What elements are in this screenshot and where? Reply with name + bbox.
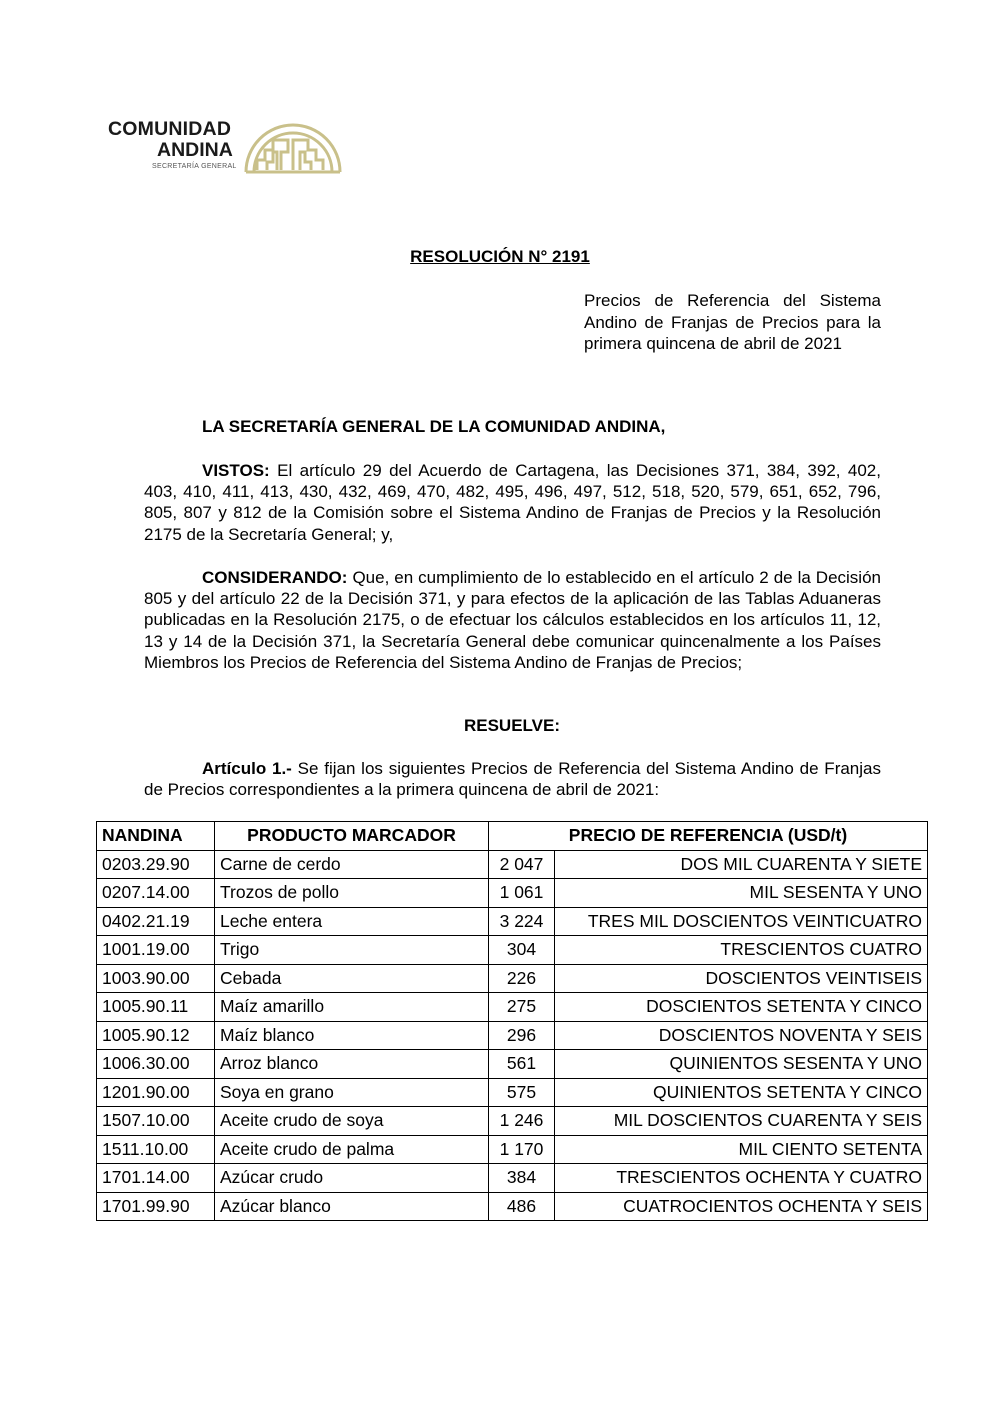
producto-cell: Aceite crudo de soya xyxy=(215,1107,489,1136)
precio-numero-cell: 486 xyxy=(489,1192,555,1221)
nandina-cell: 1005.90.11 xyxy=(97,993,215,1022)
precio-numero-cell: 561 xyxy=(489,1050,555,1079)
resolution-title: RESOLUCIÓN N° 2191 xyxy=(410,247,590,266)
considerando-text: Que, en cumplimiento de lo establecido en el artículo 2 de la Decisión 805 y del artículo 22 de la Decisión 371, y para efectos de la aplicación de las Tablas Aduaneras publicadas en la Resolución 2175, o de efectuar los cálculos establecidos en los artículos 11, 12, 13 y 14 de la Decisión 371, la Secretaría General debe comunicar quincenalmente a los Países Miembros los Precios de Referencia del Sistema Andino de Franjas de Precios; xyxy=(144,568,881,672)
nandina-cell: 1003.90.00 xyxy=(97,964,215,993)
andean-arch-logo-icon xyxy=(243,118,343,174)
precio-letras-cell: MIL SESENTA Y UNO xyxy=(555,879,928,908)
considerando-paragraph xyxy=(144,567,881,673)
producto-cell: Maíz blanco xyxy=(215,1021,489,1050)
precio-numero-cell: 384 xyxy=(489,1164,555,1193)
nandina-cell: 1701.14.00 xyxy=(97,1164,215,1193)
header-producto: PRODUCTO MARCADOR xyxy=(215,822,489,851)
precio-letras-cell: CUATROCIENTOS OCHENTA Y SEIS xyxy=(555,1192,928,1221)
nandina-cell: 0207.14.00 xyxy=(97,879,215,908)
nandina-cell: 0203.29.90 xyxy=(97,850,215,879)
table-row xyxy=(97,907,928,936)
table-row xyxy=(97,1164,928,1193)
precio-numero-cell: 304 xyxy=(489,936,555,965)
precio-letras-cell: DOSCIENTOS VEINTISEIS xyxy=(555,964,928,993)
comunidad-andina-logo xyxy=(108,118,348,178)
producto-cell: Cebada xyxy=(215,964,489,993)
precio-letras-cell: QUINIENTOS SESENTA Y UNO xyxy=(555,1050,928,1079)
precio-letras-cell: TRES MIL DOSCIENTOS VEINTICUATRO xyxy=(555,907,928,936)
vistos-paragraph xyxy=(144,460,881,545)
nandina-cell: 1005.90.12 xyxy=(97,1021,215,1050)
nandina-cell: 1511.10.00 xyxy=(97,1135,215,1164)
articulo-1-paragraph xyxy=(144,758,881,800)
issuer-heading: LA SECRETARÍA GENERAL DE LA COMUNIDAD ANDINA, xyxy=(202,417,666,436)
vistos-text: El artículo 29 del Acuerdo de Cartagena, las Decisiones 371, 384, 392, 402, 403, 410, 411, 413, 430, 432, 469, 470, 482, 495, 496, 497, 512, 518, 520, 579, 651, 652, 796, 805, 807 y 812 de la Comisión sobre el Sistema Andino de Franjas de Precios y la Resolución 2175 de la Secretaría General; y, xyxy=(144,461,881,544)
table-header-row xyxy=(97,822,928,851)
nandina-cell: 1006.30.00 xyxy=(97,1050,215,1079)
precio-numero-cell: 226 xyxy=(489,964,555,993)
producto-cell: Azúcar crudo xyxy=(215,1164,489,1193)
precio-numero-cell: 575 xyxy=(489,1078,555,1107)
producto-cell: Trozos de pollo xyxy=(215,879,489,908)
logo-text-andina: ANDINA xyxy=(157,139,233,161)
table-row xyxy=(97,1135,928,1164)
considerando-label: CONSIDERANDO: xyxy=(202,568,348,587)
precio-letras-cell: TRESCIENTOS OCHENTA Y CUATRO xyxy=(555,1164,928,1193)
precio-letras-cell: MIL DOSCIENTOS CUARENTA Y SEIS xyxy=(555,1107,928,1136)
nandina-cell: 1001.19.00 xyxy=(97,936,215,965)
precio-numero-cell: 296 xyxy=(489,1021,555,1050)
producto-cell: Leche entera xyxy=(215,907,489,936)
resolution-subject: Precios de Referencia del Sistema Andino de Franjas de Precios para la primera quincena de abril de 2021 xyxy=(584,291,881,353)
nandina-cell: 1201.90.00 xyxy=(97,1078,215,1107)
table-row xyxy=(97,850,928,879)
precio-letras-cell: DOSCIENTOS NOVENTA Y SEIS xyxy=(555,1021,928,1050)
producto-cell: Carne de cerdo xyxy=(215,850,489,879)
producto-cell: Soya en grano xyxy=(215,1078,489,1107)
nandina-cell: 0402.21.19 xyxy=(97,907,215,936)
vistos-label: VISTOS: xyxy=(202,461,270,480)
producto-cell: Maíz amarillo xyxy=(215,993,489,1022)
precio-letras-cell: QUINIENTOS SETENTA Y CINCO xyxy=(555,1078,928,1107)
precio-letras-cell: TRESCIENTOS CUATRO xyxy=(555,936,928,965)
table-row xyxy=(97,936,928,965)
precio-numero-cell: 2 047 xyxy=(489,850,555,879)
table-row xyxy=(97,1107,928,1136)
table-row xyxy=(97,1192,928,1221)
precio-letras-cell: MIL CIENTO SETENTA xyxy=(555,1135,928,1164)
producto-cell: Aceite crudo de palma xyxy=(215,1135,489,1164)
nandina-cell: 1701.99.90 xyxy=(97,1192,215,1221)
table-row xyxy=(97,1078,928,1107)
reference-prices-table xyxy=(96,821,928,1221)
precio-numero-cell: 3 224 xyxy=(489,907,555,936)
table-row xyxy=(97,993,928,1022)
header-precio: PRECIO DE REFERENCIA (USD/t) xyxy=(489,822,928,851)
precio-numero-cell: 1 170 xyxy=(489,1135,555,1164)
precio-numero-cell: 1 246 xyxy=(489,1107,555,1136)
header-nandina: NANDINA xyxy=(97,822,215,851)
precio-numero-cell: 1 061 xyxy=(489,879,555,908)
precio-letras-cell: DOSCIENTOS SETENTA Y CINCO xyxy=(555,993,928,1022)
logo-text-secretaria: SECRETARÍA GENERAL xyxy=(152,163,237,170)
table-row xyxy=(97,964,928,993)
logo-text-comunidad: COMUNIDAD xyxy=(108,118,232,140)
articulo-1-text: Se fijan los siguientes Precios de Referencia del Sistema Andino de Franjas de Precios correspondientes a la primera quincena de abril de 2021: xyxy=(144,759,881,800)
producto-cell: Trigo xyxy=(215,936,489,965)
articulo-1-label: Artículo 1.- xyxy=(202,759,292,778)
producto-cell: Azúcar blanco xyxy=(215,1192,489,1221)
table-row xyxy=(97,879,928,908)
table-row xyxy=(97,1050,928,1079)
precio-numero-cell: 275 xyxy=(489,993,555,1022)
table-row xyxy=(97,1021,928,1050)
precio-letras-cell: DOS MIL CUARENTA Y SIETE xyxy=(555,850,928,879)
producto-cell: Arroz blanco xyxy=(215,1050,489,1079)
resuelve-heading: RESUELVE: xyxy=(463,716,561,735)
nandina-cell: 1507.10.00 xyxy=(97,1107,215,1136)
